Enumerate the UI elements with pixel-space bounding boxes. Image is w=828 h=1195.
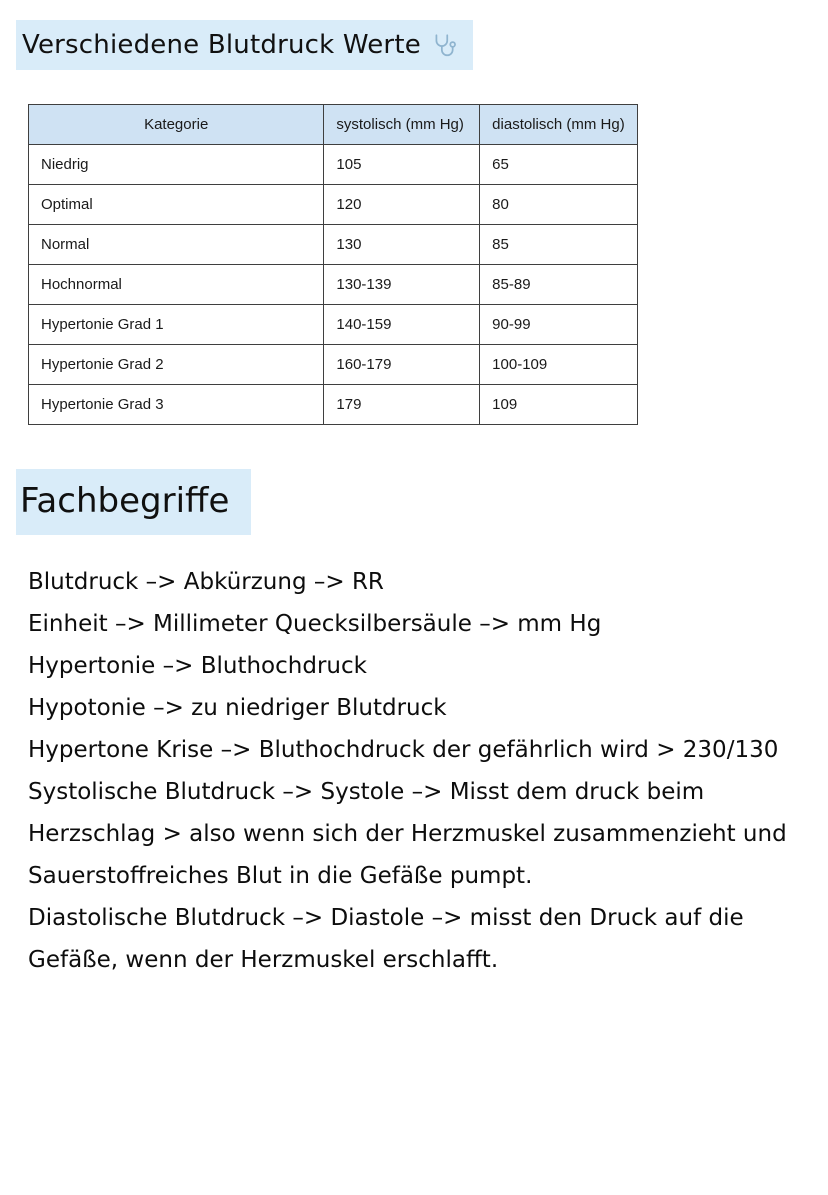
table-row — [29, 185, 638, 225]
section-heading: Fachbegriffe — [16, 469, 251, 535]
cell-systolisch: 120 — [324, 185, 480, 225]
header-kategorie: Kategorie — [29, 105, 324, 145]
cell-diastolisch: 85 — [480, 225, 638, 265]
cell-diastolisch: 100-109 — [480, 345, 638, 385]
note-line: Hypertonie –> Bluthochdruck — [28, 653, 367, 679]
cell-systolisch: 140-159 — [324, 305, 480, 345]
table-row — [29, 145, 638, 185]
cell-diastolisch: 80 — [480, 185, 638, 225]
page-title: Verschiedene Blutdruck Werte — [22, 30, 421, 60]
title-highlight — [16, 20, 473, 70]
note-line: Systolische Blutdruck –> Systole –> Misst dem druck beim Herzschlag > also wenn sich der Herzmuskel zusammenzieht und Sauerstoffreiches Blut in die Gefäße pumpt. — [28, 779, 787, 889]
cell-systolisch: 130 — [324, 225, 480, 265]
note-line: Blutdruck –> Abkürzung –> RR — [28, 569, 384, 595]
section-header — [16, 469, 828, 535]
cell-kategorie: Hochnormal — [29, 265, 324, 305]
cell-kategorie: Hypertonie Grad 3 — [29, 385, 324, 425]
cell-kategorie: Hypertonie Grad 2 — [29, 345, 324, 385]
cell-systolisch: 160-179 — [324, 345, 480, 385]
page-header — [16, 20, 828, 70]
stethoscope-icon — [431, 32, 457, 58]
cell-systolisch: 179 — [324, 385, 480, 425]
table-row — [29, 225, 638, 265]
cell-diastolisch: 65 — [480, 145, 638, 185]
cell-diastolisch: 85-89 — [480, 265, 638, 305]
cell-kategorie: Hypertonie Grad 1 — [29, 305, 324, 345]
table-row — [29, 345, 638, 385]
cell-diastolisch: 90-99 — [480, 305, 638, 345]
table-row — [29, 385, 638, 425]
notes-block — [28, 561, 808, 981]
header-systolisch: systolisch (mm Hg) — [324, 105, 480, 145]
note-line: Einheit –> Millimeter Quecksilbersäule –> mm Hg — [28, 611, 602, 637]
table-row — [29, 305, 638, 345]
table-row — [29, 265, 638, 305]
note-line: Hypotonie –> zu niedriger Blutdruck — [28, 695, 447, 721]
cell-kategorie: Optimal — [29, 185, 324, 225]
table-header-row — [29, 105, 638, 145]
blood-pressure-table — [28, 104, 638, 425]
cell-systolisch: 130-139 — [324, 265, 480, 305]
cell-kategorie: Normal — [29, 225, 324, 265]
cell-kategorie: Niedrig — [29, 145, 324, 185]
cell-diastolisch: 109 — [480, 385, 638, 425]
cell-systolisch: 105 — [324, 145, 480, 185]
note-line: Diastolische Blutdruck –> Diastole –> misst den Druck auf die Gefäße, wenn der Herzmuskel erschlafft. — [28, 905, 744, 973]
note-line: Hypertone Krise –> Bluthochdruck der gefährlich wird > 230/130 — [28, 737, 779, 763]
header-diastolisch: diastolisch (mm Hg) — [480, 105, 638, 145]
